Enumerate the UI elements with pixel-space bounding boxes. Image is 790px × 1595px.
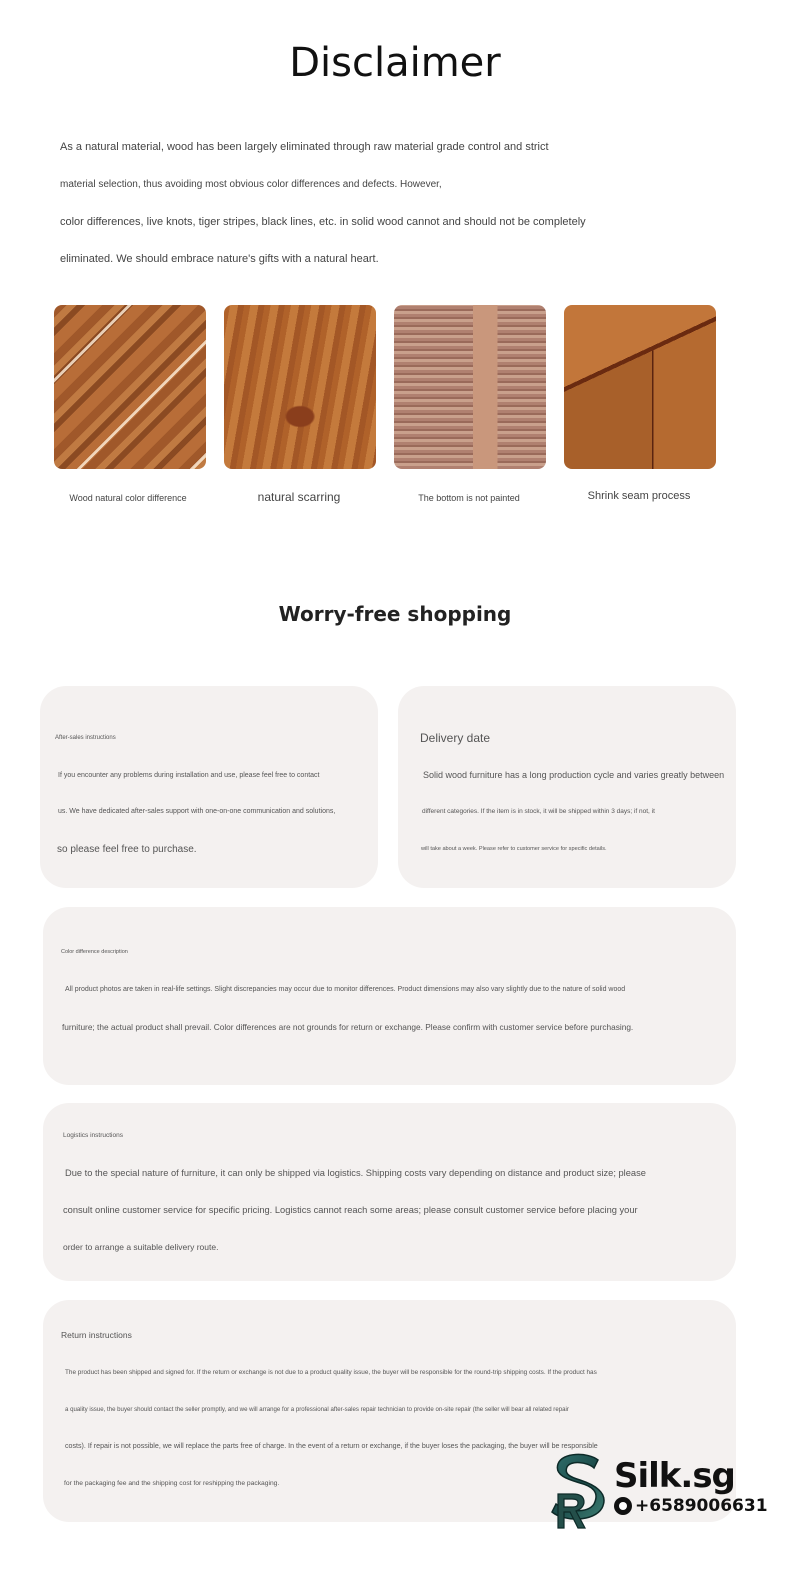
- after-sales-card: [40, 686, 378, 888]
- intro-line-3: color differences, live knots, tiger stripes, black lines, etc. in solid wood cannot and should not be completely: [60, 216, 586, 228]
- color-difference-card: [43, 907, 736, 1085]
- silk-sg-watermark: [548, 1450, 768, 1530]
- card-line: a quality issue, the buyer should contact the seller promptly, and we will arrange for a professional after-sales repair technician to provide on-site repair (the seller will bear all related repair: [65, 1406, 569, 1413]
- delivery-card: [398, 686, 736, 888]
- card-line: Due to the special nature of furniture, it can only be shipped via logistics. Shipping costs vary depending on distance and product size; please: [65, 1168, 646, 1178]
- card-line: us. We have dedicated after-sales support with one-on-one communication and solutions,: [58, 808, 336, 815]
- section-title: Worry-free shopping: [278, 602, 512, 626]
- card-line: so please feel free to purchase.: [57, 844, 197, 855]
- card-line: All product photos are taken in real-life settings. Slight discrepancies may occur due to monitor differences. Product dimensions may also vary slightly due to the nature of solid wood: [65, 986, 626, 993]
- wood-color-difference-photo: [54, 305, 206, 469]
- card-title: After-sales instructions: [55, 735, 116, 741]
- card-line: furniture; the actual product shall prevail. Color differences are not grounds for return or exchange. Please confirm with customer service before purchasing.: [62, 1022, 634, 1032]
- photo-caption: Wood natural color difference: [69, 493, 187, 503]
- card-line: If you encounter any problems during installation and use, please feel free to contact: [58, 772, 320, 779]
- logistics-card: [43, 1103, 736, 1281]
- intro-line-1: As a natural material, wood has been largely eliminated through raw material grade control and strict: [60, 141, 549, 153]
- card-title: Delivery date: [420, 731, 491, 745]
- page-title: Disclaimer: [289, 40, 501, 86]
- card-line: different categories. If the item is in stock, it will be shipped within 3 days; if not, it: [422, 808, 655, 815]
- photo-caption: natural scarring: [257, 490, 341, 504]
- shrink-seam-photo: [564, 305, 716, 469]
- card-line: for the packaging fee and the shipping cost for reshipping the packaging.: [64, 1480, 280, 1487]
- brand-name: Silk.sg: [614, 1456, 735, 1496]
- card-line: Solid wood furniture has a long production cycle and varies greatly between: [423, 770, 725, 780]
- intro-line-4: eliminated. We should embrace nature's gifts with a natural heart.: [60, 253, 379, 265]
- card-line: will take about a week. Please refer to customer service for specific details.: [421, 846, 607, 852]
- card-title: Return instructions: [61, 1330, 132, 1340]
- contact-row: [614, 1496, 768, 1516]
- sr-monogram-logo: [548, 1450, 608, 1530]
- photo-caption: The bottom is not painted: [418, 493, 520, 503]
- photo-caption: Shrink seam process: [587, 490, 691, 502]
- whatsapp-icon: [614, 1497, 632, 1515]
- card-line: costs). If repair is not possible, we will replace the parts free of charge. In the event of a return or exchange, if the buyer loses the packaging, the buyer will be responsible: [65, 1442, 598, 1450]
- card-line: consult online customer service for specific pricing. Logistics cannot reach some areas; please consult customer service before placing your: [63, 1205, 638, 1215]
- card-line: The product has been shipped and signed for. If the return or exchange is not due to a product quality issue, the buyer will be responsible for the round-trip shipping costs. If the product has: [65, 1369, 597, 1376]
- card-line: order to arrange a suitable delivery route.: [63, 1242, 219, 1252]
- intro-line-2: material selection, thus avoiding most obvious color differences and defects. However,: [60, 179, 442, 190]
- phone-number: +6589006631: [635, 1496, 768, 1516]
- card-title: Logistics instructions: [63, 1132, 123, 1139]
- natural-scarring-photo: [224, 305, 376, 469]
- card-title: Color difference description: [61, 949, 128, 955]
- unpainted-bottom-photo: [394, 305, 546, 469]
